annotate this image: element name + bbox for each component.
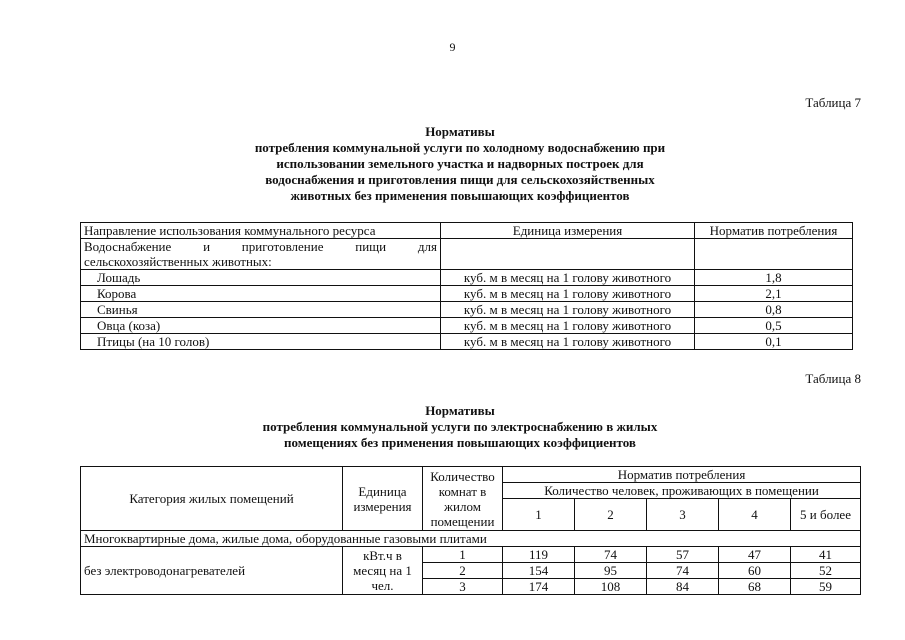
table-row [81, 270, 853, 286]
table7-header-row [81, 223, 853, 239]
table8-people-col: 1 [503, 499, 575, 531]
table8-value: 154 [503, 563, 575, 579]
table8-header-unit-line: Единица [358, 483, 407, 499]
table7-row-unit: куб. м в месяц на 1 голову животного [441, 286, 695, 302]
table7-title-line: животных без применения повышающих коэффициентов [290, 188, 630, 203]
table7-row-name: Птицы (на 10 голов) [81, 334, 441, 350]
table7-row-value: 1,8 [695, 270, 853, 286]
table7-group-label-line2: сельскохозяйственных животных: [84, 254, 272, 269]
table8-header-unit [343, 467, 423, 531]
table-row [81, 302, 853, 318]
table7-row-unit: куб. м в месяц на 1 голову животного [441, 318, 695, 334]
table7-title-line: водоснабжения и приготовления пищи для сельскохозяйственных [265, 172, 655, 187]
table8-rooms: 1 [423, 547, 503, 563]
table8-caption: Таблица 8 [805, 371, 861, 386]
table7-group-label [81, 239, 441, 270]
table8-people-col: 3 [647, 499, 719, 531]
table7-caption: Таблица 7 [805, 95, 861, 110]
table8-header-rooms-line: комнат в [438, 483, 487, 499]
table8-unit-line: кВт.ч в [363, 548, 402, 563]
table8-title [150, 403, 770, 451]
table7-title-line: использовании земельного участка и надворных построек для [276, 156, 644, 171]
table7-row-value: 2,1 [695, 286, 853, 302]
table8-header-rooms-line: Количество [430, 468, 495, 484]
table-row [81, 318, 853, 334]
table7-header-direction: Направление использования коммунального ресурса [81, 223, 441, 239]
table8-people-col: 4 [719, 499, 791, 531]
table7 [80, 222, 853, 350]
table8-value: 41 [791, 547, 861, 563]
table7-row-name: Свинья [81, 302, 441, 318]
table-row [81, 334, 853, 350]
table7-empty-cell [441, 239, 695, 270]
table8-header-rooms [423, 467, 503, 531]
table8-value: 74 [647, 563, 719, 579]
table8-header-category: Категория жилых помещений [81, 467, 343, 531]
table7-row-name: Корова [81, 286, 441, 302]
table8-header-row [81, 467, 861, 483]
table8-title-line: Нормативы [425, 403, 495, 418]
table8-value: 84 [647, 579, 719, 595]
table8-people-col: 2 [575, 499, 647, 531]
table8-value: 74 [575, 547, 647, 563]
table8-value: 57 [647, 547, 719, 563]
table8-header-people: Количество человек, проживающих в помещении [503, 483, 861, 499]
table8-value: 47 [719, 547, 791, 563]
table8-value: 60 [719, 563, 791, 579]
table-row [81, 286, 853, 302]
table8-header-norm: Норматив потребления [503, 467, 861, 483]
table8-value: 174 [503, 579, 575, 595]
table7-row-value: 0,8 [695, 302, 853, 318]
table8-unit [343, 547, 423, 595]
table7-row-value: 0,5 [695, 318, 853, 334]
table8-value: 52 [791, 563, 861, 579]
table7-row-unit: куб. м в месяц на 1 голову животного [441, 334, 695, 350]
table8-value: 95 [575, 563, 647, 579]
table7-empty-cell [695, 239, 853, 270]
table8-value: 59 [791, 579, 861, 595]
table8-people-col: 5 и более [791, 499, 861, 531]
table8-header-rooms-line: помещении [430, 513, 495, 529]
table7-group-row [81, 239, 853, 270]
table7-row-name: Овца (коза) [81, 318, 441, 334]
table7-title [150, 124, 770, 204]
table7-title-line: Нормативы [425, 124, 495, 139]
table8-value: 108 [575, 579, 647, 595]
table7-header-unit: Единица измерения [441, 223, 695, 239]
table7-row-unit: куб. м в месяц на 1 голову животного [441, 302, 695, 318]
table8-rooms: 2 [423, 563, 503, 579]
table8-unit-line: чел. [371, 578, 394, 593]
table8-header-unit-line: измерения [353, 498, 412, 514]
table8-value: 119 [503, 547, 575, 563]
page-number: 9 [449, 40, 456, 54]
table-row [81, 547, 861, 563]
table8-rooms: 3 [423, 579, 503, 595]
table8-title-line: помещениях без применения повышающих коэффициентов [284, 435, 636, 450]
table7-row-value: 0,1 [695, 334, 853, 350]
table7-group-label-line1: Водоснабжение и приготовление пищи для [84, 239, 437, 254]
table7-row-name: Лошадь [81, 270, 441, 286]
table7-row-unit: куб. м в месяц на 1 голову животного [441, 270, 695, 286]
table8-header-rooms-line: жилом [444, 498, 481, 514]
table7-title-line: потребления коммунальной услуги по холодному водоснабжению при [254, 140, 666, 155]
table8-section-row [81, 531, 861, 547]
table8 [80, 466, 861, 595]
table8-value: 68 [719, 579, 791, 595]
table7-header-norm: Норматив потребления [695, 223, 853, 239]
table8-category: без электроводонагревателей [81, 547, 343, 595]
table8-title-line: потребления коммунальной услуги по электроснабжению в жилых [262, 419, 658, 434]
table8-unit-line: месяц на 1 [353, 563, 412, 578]
table8-section-label: Многоквартирные дома, жилые дома, оборудованные газовыми плитами [81, 531, 861, 547]
